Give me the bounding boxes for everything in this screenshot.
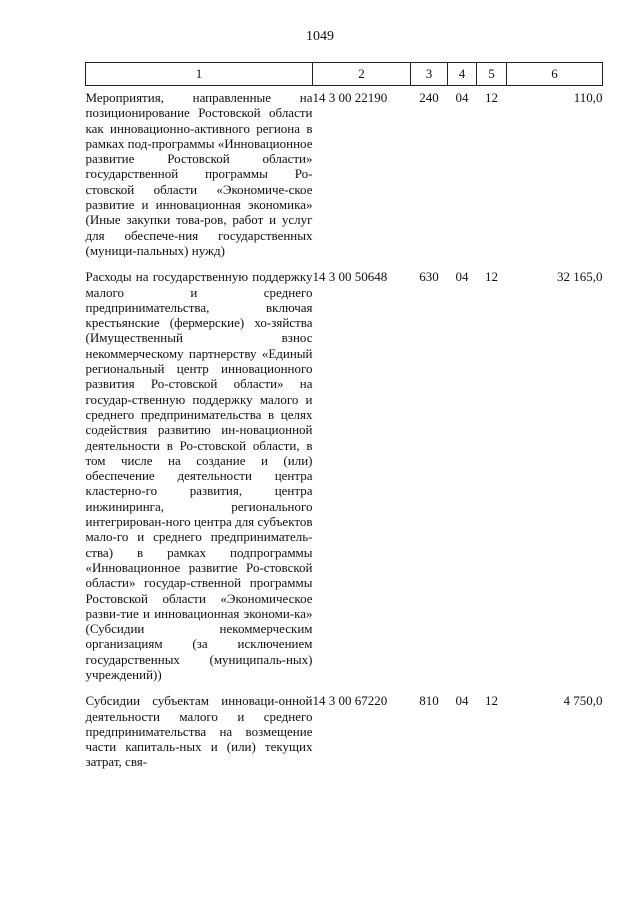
row-name: Расходы на государственную поддержку малого и среднего предпринимательства, включая крестьянские (фермерские) хо-зяйства (Имущественный взнос некоммерческому партнерству «Единый региональный центр инновационного развития Ро-стовской области» на государ-ственную поддержку малого и среднего предпринимательства в целях содействия развитию ин-новационной деятельности в Ро-стовской области, в том числе на создание и (или) обеспечение деятельности центра кластерно-го развития, центра инжиниринга, регионального интегрирован-ного центра для субъектов мало-го и среднего предприниматель-ства) в рамках подпрограммы «Инновационное развитие Ро-стовской области» государ-ственной программы Ростовской области «Экономическое разви-тие и инновационная экономи-ка» (Субсидии некоммерческим организациям (за исключением государственных (муниципаль-ных) учреждений)) [85,269,313,682]
row-expense-type: 630 [419,269,439,285]
row-name: Мероприятия, направленные на позиционирование Ростовской области как инновационно-активного региона в рамках под-программы «Инновационное развитие Ростовской области» государственной программы Ро-стовской области «Экономиче-ское развитие и инновационная экономика» (Иные закупки това-ров, работ и услуг для обеспече-ния государственных (муници-пальных) нужд) [85,90,313,258]
row-subsection: 12 [485,90,498,105]
row-expense-type: 810 [419,693,439,709]
row-sum: 4 750,0 [563,693,603,709]
header-col-5: 5 [477,63,507,86]
row-sum: 110,0 [573,90,603,105]
header-col-2: 2 [313,63,411,86]
table-header [86,63,603,86]
budget-table [85,62,603,777]
header-row [86,63,603,86]
row-expense-type: 240 [419,90,439,105]
table-row [86,689,603,776]
header-col-6: 6 [507,63,603,86]
table-body [86,86,603,777]
row-name: Субсидии субъектам инноваци-онной деятельности малого и среднего предпринимательства на возмещение части капиталь-ных и (или) текущих затрат, свя- [85,693,313,770]
row-section: 04 [455,90,469,105]
page-number: 1049 [306,29,334,44]
row-section: 04 [455,269,469,285]
header-col-4: 4 [448,63,477,86]
table-row [86,265,603,689]
header-col-1: 1 [86,63,313,86]
row-section: 04 [455,693,469,709]
row-target-code: 14 3 00 22190 [312,90,388,105]
header-col-3: 3 [411,63,448,86]
table-row [86,86,603,266]
row-subsection: 12 [485,269,498,285]
row-target-code: 14 3 00 67220 [312,693,388,709]
row-sum: 32 165,0 [557,269,603,285]
row-subsection: 12 [485,693,498,709]
row-target-code: 14 3 00 50648 [312,269,388,285]
